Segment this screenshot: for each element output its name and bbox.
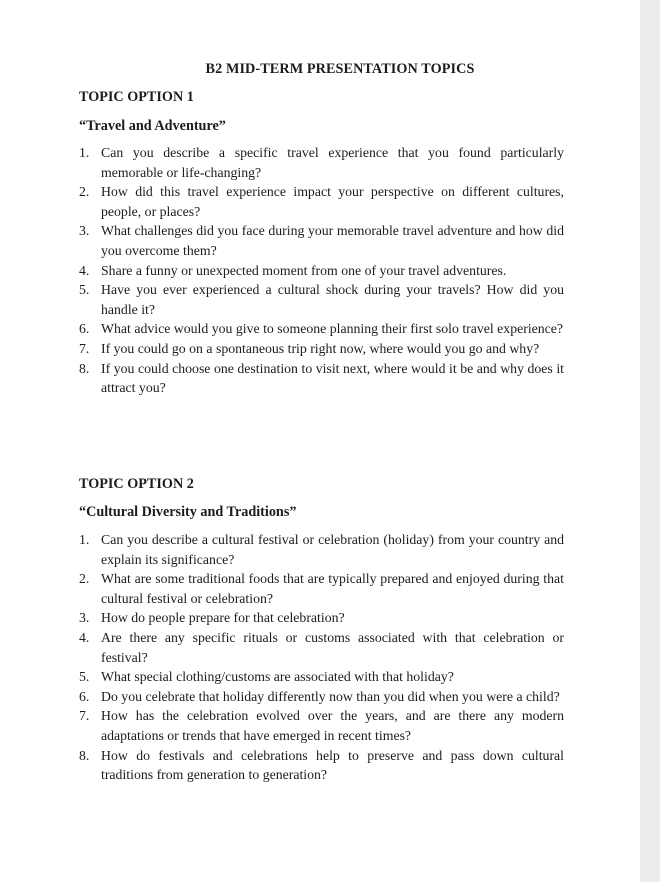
list-item: 8. If you could choose one destination to visit next, where would it be and why does it attract you? [79,360,564,396]
list-item: 6. What advice would you give to someone planning their first solo travel experience? [79,321,564,337]
list-item: 2. What are some traditional foods that are typically prepared and enjoyed during that cultural festival or celebration? [79,571,564,606]
topic-2-theme: “Cultural Diversity and Traditions” [79,504,297,520]
list-item: 1. Can you describe a specific travel experience that you found particularly memorable or life-changing? [79,145,564,180]
list-item: 8. How do festivals and celebrations help to preserve and pass down cultural traditions from generation to generation? [79,747,564,783]
list-item: 1. Can you describe a cultural festival or celebration (holiday) from your country and explain its significance? [79,532,564,567]
topic-2-heading: TOPIC OPTION 2 [79,476,194,492]
topic-2-question-list [79,530,564,785]
list-item: 3. How do people prepare for that celebration? [79,610,345,626]
list-item: 5. What special clothing/customs are associated with that holiday? [79,669,454,685]
topic-1-theme: “Travel and Adventure” [79,118,226,134]
topic-1-question-list [79,143,564,398]
list-item: 5. Have you ever experienced a cultural shock during your travels? How did you handle it? [79,282,564,317]
list-item: 6. Do you celebrate that holiday differently now than you did when you were a child? [79,688,560,704]
list-item: 4. Are there any specific rituals or customs associated with that celebration or festival? [79,629,564,665]
document-title: B2 MID-TERM PRESENTATION TOPICS [205,61,475,77]
viewer-margin-strip [640,0,660,882]
list-item: 2. How did this travel experience impact your perspective on different cultures, people, or places? [79,184,564,219]
list-item: 3. What challenges did you face during your memorable travel adventure and how did you overcome them? [79,223,564,258]
topic-1-heading: TOPIC OPTION 1 [79,89,194,105]
list-item: 7. How has the celebration evolved over the years, and are there any modern adaptations or trends that have emerged in recent times? [79,708,564,743]
list-item: 4. Share a funny or unexpected moment from one of your travel adventures. [79,262,507,278]
list-item: 7. If you could go on a spontaneous trip right now, where would you go and why? [79,340,540,356]
